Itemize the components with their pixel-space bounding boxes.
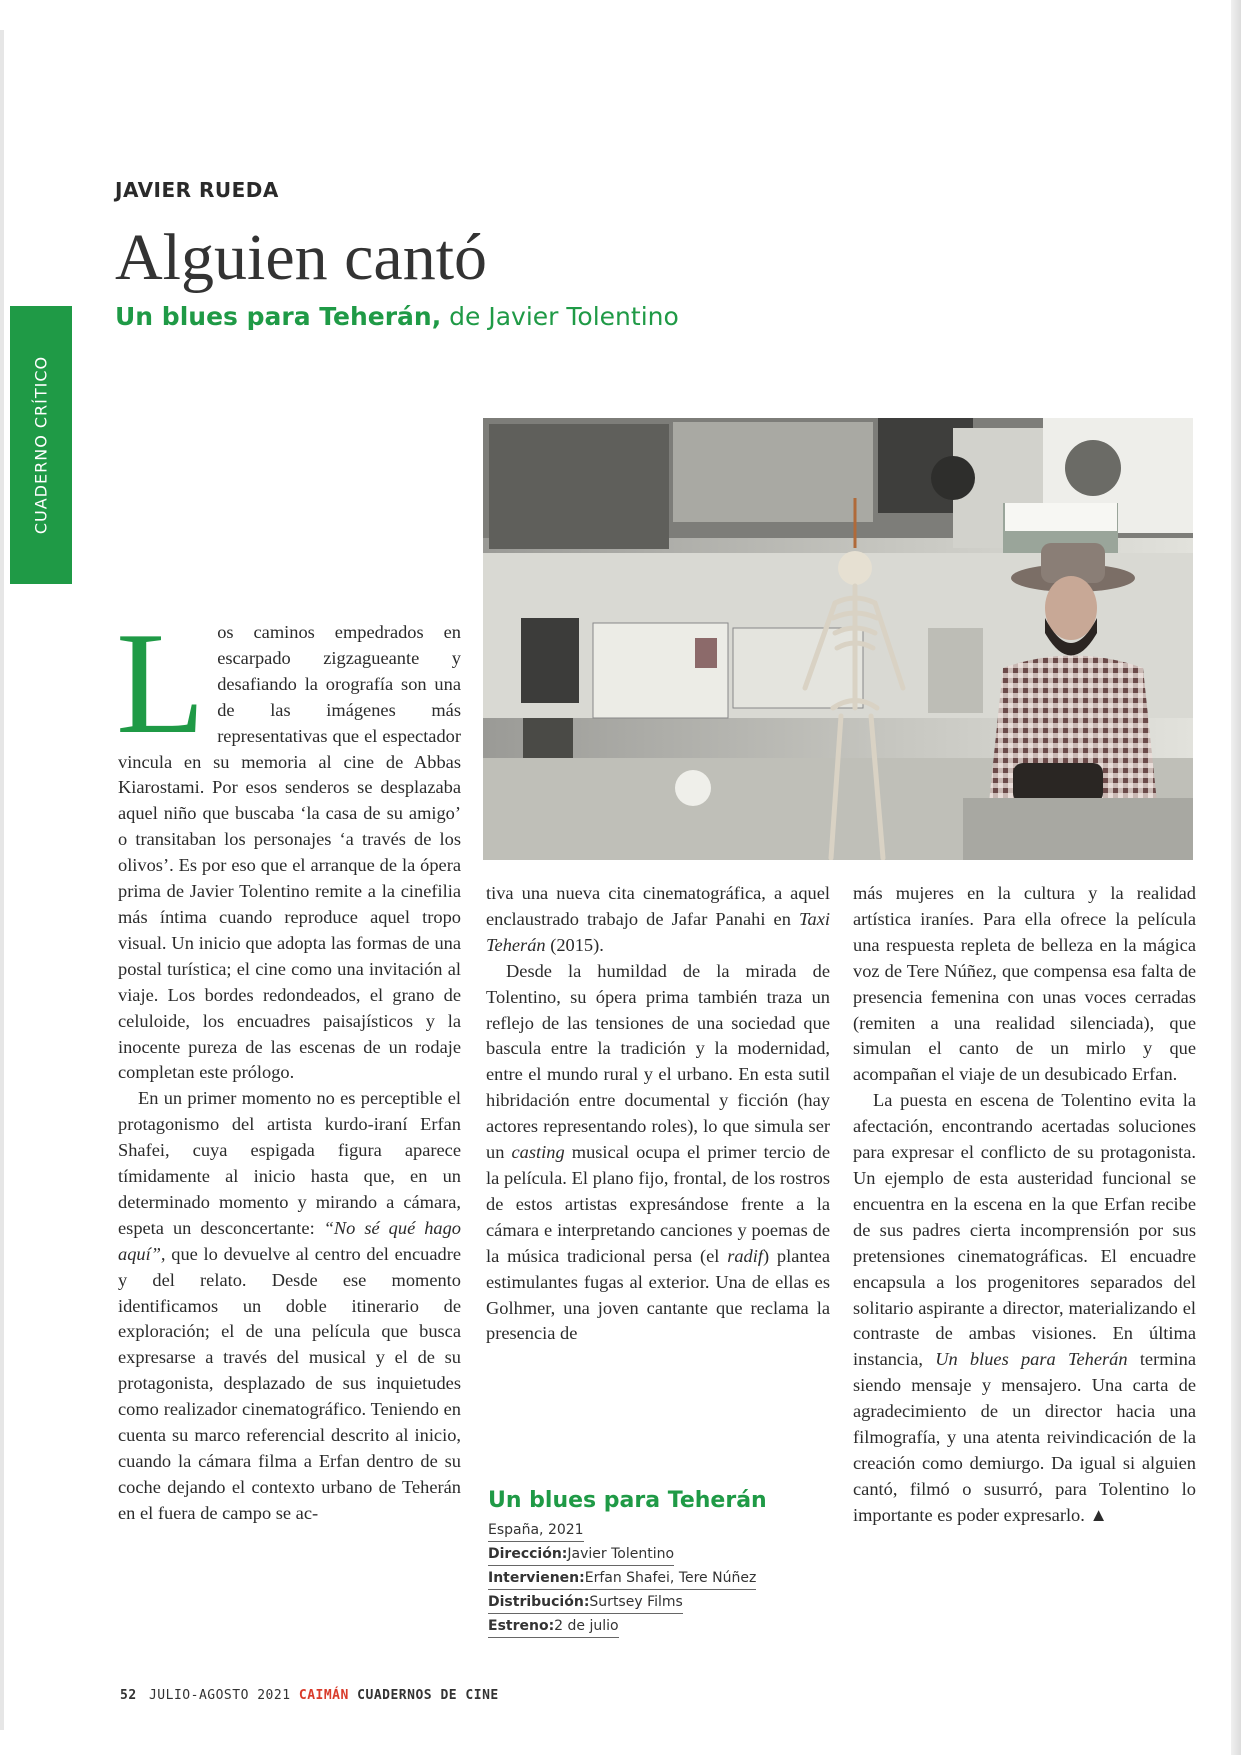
article-title: Alguien cantó bbox=[115, 221, 488, 294]
info-label: Estreno: bbox=[488, 1618, 555, 1634]
drop-cap: L bbox=[116, 602, 206, 764]
paragraph-text: tiva una nueva cita cinematográfica, a aquel enclaustrado trabajo de Jafar Panahi en bbox=[486, 883, 830, 929]
paragraph bbox=[853, 1088, 1196, 1528]
paragraph bbox=[486, 881, 830, 959]
info-distribucion bbox=[488, 1591, 683, 1614]
issue-date: JULIO-AGOSTO 2021 bbox=[148, 1688, 291, 1703]
info-direccion bbox=[488, 1543, 674, 1566]
article-column-2 bbox=[486, 881, 830, 1347]
paragraph-text: La puesta en escena de Tolentino evita la afectación, encontrando acertadas soluciones para expresar el conflicto de su protagonista. Un ejemplo de esta austeridad funcional se encuentra en la escena en la que Erfan recibe de sus padres cierta incomprensión por sus pretensiones cinematográficas. El encuadre encapsula a los progenitores separados del solitario aspirante a director, materializando el contraste de ambas visiones. En última instancia, bbox=[853, 1090, 1196, 1370]
info-value: Surtsey Films bbox=[589, 1594, 683, 1610]
info-label: Distribución: bbox=[488, 1594, 590, 1610]
section-label: CUADERNO CRÍTICO bbox=[31, 355, 51, 535]
info-value: España, 2021 bbox=[488, 1522, 584, 1538]
paragraph-text: Desde la humildad de la mirada de Tolentino, su ópera prima también traza un reflejo de las tensiones de una sociedad que bascula entre la tradición y la modernidad, entre el mundo rural y el urbano. En esta sutil hibridación entre documental y ficción (hay actores representando roles), lo que simula ser un bbox=[486, 960, 830, 1163]
author-byline: JAVIER RUEDA bbox=[115, 178, 279, 202]
info-estreno bbox=[488, 1615, 619, 1638]
paragraph-text: (2015). bbox=[545, 934, 604, 955]
info-label: Intervienen: bbox=[488, 1570, 585, 1586]
subtitle-film: Un blues para Teherán, bbox=[115, 302, 442, 331]
film-info-box bbox=[488, 1488, 788, 1639]
end-mark-icon: ▲ bbox=[1089, 1504, 1108, 1525]
paragraph bbox=[118, 1086, 461, 1526]
magazine-name: CUADERNOS DE CINE bbox=[357, 1688, 499, 1703]
paragraph-text: que lo devuelve al centro del encuadre y del relato. Desde ese momento identificamos un doble itinerario de exploración; el de una película que busca expresarse a través del musical y el de su protagonista, desplazado de sus inquietudes como realizador cinematográfico. Teniendo en cuenta su marco referencial descrito al inicio, cuando la cámara filma a Erfan dentro de su coche dejando el contexto urbano de Teherán en el fuera de campo se ac- bbox=[118, 1243, 461, 1523]
film-title-italic: Taxi Teherán bbox=[486, 908, 830, 955]
page-number: 52 bbox=[120, 1688, 137, 1703]
article-subtitle bbox=[115, 302, 679, 331]
info-label: Dirección: bbox=[488, 1546, 568, 1562]
scan-edge-right bbox=[1231, 0, 1241, 1755]
section-tab bbox=[10, 306, 72, 584]
brand-name: CAIMÁN bbox=[298, 1688, 349, 1703]
paragraph-text: ) plantea estimulantes fugas al exterior. Una de ellas es Golhmer, una joven cantante que reclama la presencia de bbox=[486, 1245, 831, 1344]
info-value: Javier Tolentino bbox=[567, 1546, 675, 1562]
subtitle-director: de Javier Tolentino bbox=[449, 302, 679, 331]
page-footer bbox=[120, 1688, 499, 1703]
paragraph-text: termina siendo mensaje y mensajero. Una carta de agradecimiento de un director hacia una filmografía, y una atenta reivindicación de la creación como demiurgo. Da igual si alguien cantó, filmó o susurró, para Tolentino lo importante es poder expresarlo. bbox=[853, 1349, 1196, 1525]
italic-term: casting bbox=[511, 1142, 565, 1163]
info-country-year bbox=[488, 1519, 584, 1542]
paragraph bbox=[116, 602, 461, 1086]
info-value: 2 de julio bbox=[554, 1618, 619, 1634]
paragraph bbox=[486, 959, 830, 1348]
paragraph-text: En un primer momento no es perceptible el protagonismo del artista kurdo-iraní Erfan Shafei, cuya espigada figura aparece tímidamente al inicio hasta que, en un determinado momento y mirando a cámara, espeta un desconcertante: bbox=[118, 1088, 461, 1238]
quote: “No sé qué hago aquí”, bbox=[118, 1217, 461, 1264]
info-value: Erfan Shafei, Tere Núñez bbox=[584, 1570, 757, 1586]
paragraph-text: os caminos empedrados en escarpado zigzagueante y desafiando la orografía son una de las imágenes más representativas que el espectador vincula en su memoria al cine de Abbas Kiarostami. Por esos senderos se desplazaba aquel niño que buscaba ‘la casa de su amigo’ o transitaban los personajes ‘a través de los olivos’. Es por eso que el arranque de la ópera prima de Javier Tolentino remite a la cinefilia más íntima cuando reproduce aquel tropo visual. Un inicio que adopta las formas de una postal turística; el cine como una invitación al viaje. Los bordes redondeados, el grano de celuloide, los encuadres paisajísticos y la inocente pureza de las escenas de un rodaje completan este prólogo. bbox=[118, 622, 461, 1083]
film-still-photo bbox=[483, 418, 1193, 860]
article-column-3 bbox=[853, 881, 1196, 1529]
info-intervienen bbox=[488, 1567, 756, 1590]
info-box-title: Un blues para Teherán bbox=[488, 1488, 767, 1513]
film-title-italic: Un blues para Teherán bbox=[935, 1349, 1128, 1370]
italic-term: radif bbox=[727, 1245, 763, 1266]
paragraph bbox=[853, 881, 1196, 1088]
paragraph-text: más mujeres en la cultura y la realidad artística iraníes. Para ella ofrece la película una respuesta repleta de belleza en la mágica voz de Tere Núñez, que compensa esa falta de presencia femenina con unas voces cerradas (remiten a una realidad silenciada), que simulan el canto de un mirlo y que acompañan el viaje de un desubicado Erfan. bbox=[853, 883, 1196, 1085]
article-column-1 bbox=[116, 602, 461, 1527]
paragraph-text: musical ocupa el primer tercio de la película. El plano fijo, frontal, de los rostros de estos artistas expresándose frente a la cámara e interpretando canciones y poemas de la música tradicional persa (el bbox=[486, 1142, 830, 1266]
scan-edge-left bbox=[0, 30, 4, 1730]
